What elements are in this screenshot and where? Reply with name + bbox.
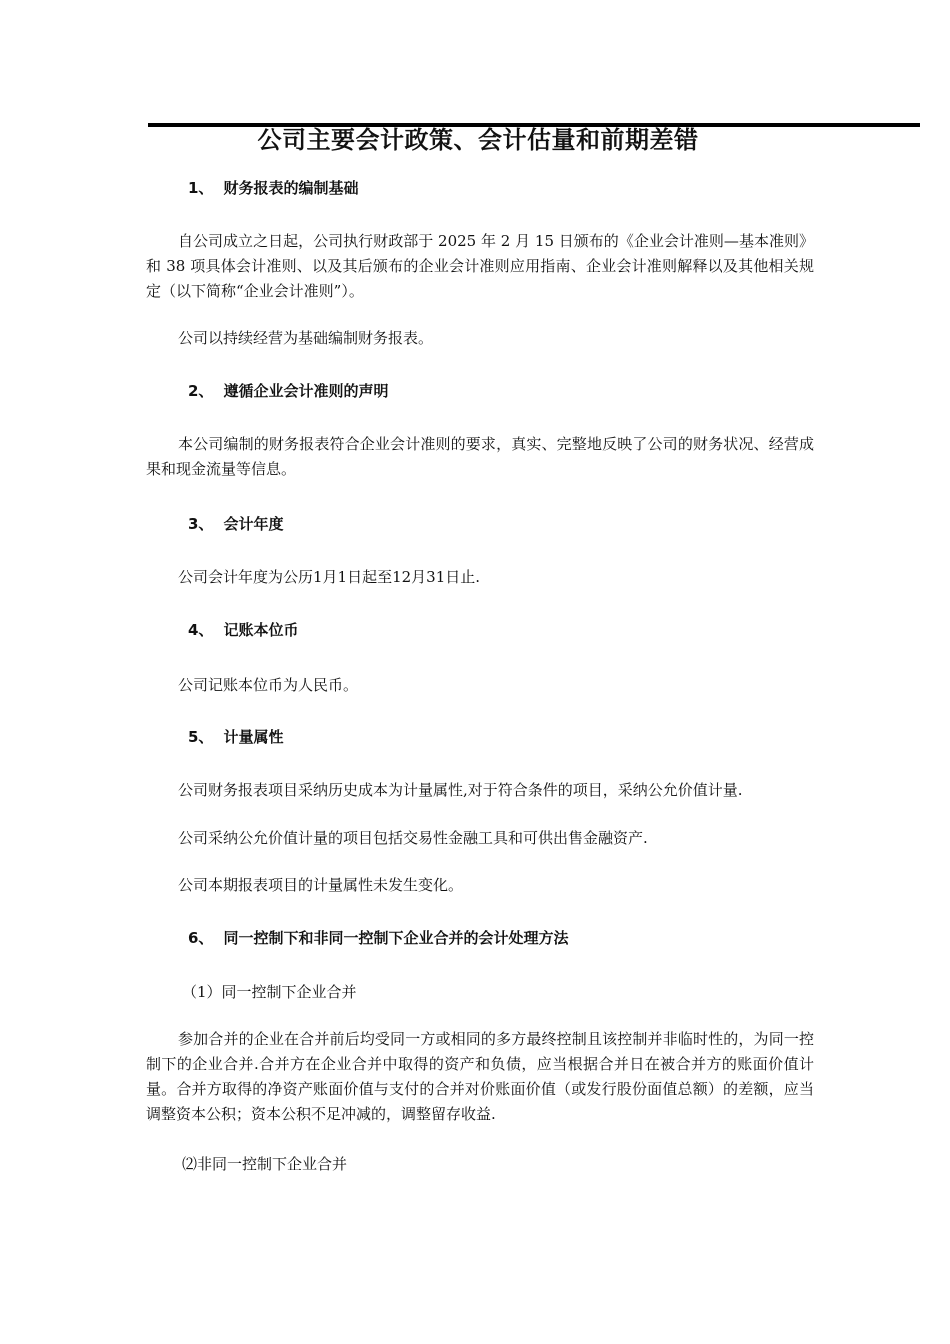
section-5-paragraph-2: 公司采纳公允价值计量的项目包括交易性金融工具和可供出售金融资产.: [178, 829, 648, 847]
section-1-paragraph-1: 自公司成立之日起，公司执行财政部于 2025 年 2 月 15 日颁布的《企业会计准则—基本准则》和 38 项具体会计准则、以及其后颁布的企业会计准则应用指南、企业会计准则解释以及其他相关规定（以下简称“企业会计准则”）。: [146, 232, 814, 300]
section-4-title: 记账本位币: [223, 621, 299, 639]
section-6-title: 同一控制下和非同一控制下企业合并的会计处理方法: [223, 929, 569, 947]
section-5-number: 5、: [188, 728, 214, 746]
section-4-number: 4、: [188, 621, 214, 639]
section-4-heading: [188, 620, 298, 640]
section-2-paragraph-1: 本公司编制的财务报表符合企业会计准则的要求，真实、完整地反映了公司的财务状况、经营成果和现金流量等信息。: [146, 435, 814, 478]
subsection-1-label: （1）同一控制下企业合并: [182, 983, 357, 1001]
section-6-heading: [188, 928, 568, 948]
section-3-number: 3、: [188, 515, 214, 533]
section-2-number: 2、: [188, 382, 214, 400]
section-3-title: 会计年度: [223, 515, 284, 533]
section-2-title: 遵循企业会计准则的声明: [223, 382, 389, 400]
section-1-paragraph-2: 公司以持续经营为基础编制财务报表。: [178, 329, 434, 347]
section-2-heading: [188, 381, 388, 401]
section-4-paragraph-1: 公司记账本位币为人民币。: [178, 676, 359, 694]
section-3-paragraph-1: 公司会计年度为公历1月1日起至12月31日止.: [178, 568, 481, 586]
section-5-heading: [188, 727, 283, 747]
subsection-1-paragraph: 参加合并的企业在合并前后均受同一方或相同的多方最终控制且该控制并非临时性的，为同一控制下的企业合并.合并方在企业合并中取得的资产和负债，应当根据合并日在被合并方的账面价值计量。合并方取得的净资产账面价值与支付的合并对价账面价值（或发行股份面值总额）的差额，应当调整资本公积；资本公积不足冲减的，调整留存收益.: [146, 1030, 814, 1123]
section-5-paragraph-3: 公司本期报表项目的计量属性未发生变化。: [178, 876, 464, 894]
section-1-title: 财务报表的编制基础: [223, 179, 359, 197]
section-3-heading: [188, 514, 283, 534]
subsection-2-label: ⑵非同一控制下企业合并: [182, 1155, 348, 1173]
section-5-title: 计量属性: [223, 728, 284, 746]
section-1-heading: [188, 178, 358, 198]
section-5-paragraph-1: 公司财务报表项目采纳历史成本为计量属性,对于符合条件的项目，采纳公允价值计量.: [178, 781, 743, 799]
section-6-number: 6、: [188, 929, 214, 947]
section-1-number: 1、: [188, 179, 214, 197]
document-title: 公司主要会计政策、会计估量和前期差错: [257, 126, 699, 154]
